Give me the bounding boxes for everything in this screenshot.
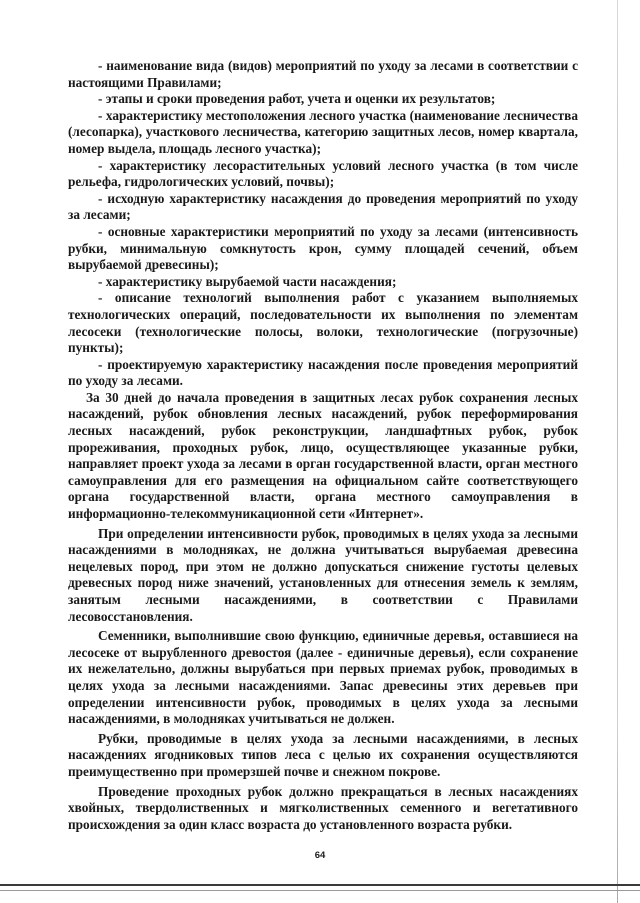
- scan-edge-bottom-shadow: [0, 890, 640, 891]
- paragraph: За 30 дней до начала проведения в защитных лесах рубок сохранения лесных насаждений, рубок обновления лесных насаждений, рубок переформирования лесных насаждений, рубок реконструкции, ландшафтных рубок, рубок прореживания, проходных рубок, лицо, осуществляющее указанные рубки, направляет проект ухода за лесами в орган государственной власти, орган местного самоуправления для его размещения на официальном сайте соответствующего органа государственной власти, органа местного самоуправления в информационно-телекоммуникационной сети «Интернет».: [68, 389, 578, 522]
- list-item: - характеристику лесорастительных условий лесного участка (в том числе рельефа, гидрологических условий, почвы);: [68, 157, 578, 190]
- document-body: [68, 58, 578, 833]
- paragraph: Рубки, проводимые в целях ухода за лесными насаждениями, в лесных насаждениях ягодниковых типов леса с целью их сохранения осуществляются преимущественно при промерзшей почве и снежном покрове.: [68, 730, 578, 779]
- scan-edge-bottom: [0, 884, 640, 886]
- paragraph: Проведение проходных рубок должно прекращаться в лесных насаждениях хвойных, твердолиственных и мягколиственных семенного и вегетативного происхождения за один класс возраста до установленного возраста рубки.: [68, 783, 578, 832]
- page-number: 64: [314, 850, 326, 861]
- list-item: - характеристику местоположения лесного участка (наименование лесничества (лесопарка), участкового лесничества, категорию защитных лесов, номер квартала, номер выдела, площадь лесного участка);: [68, 107, 578, 156]
- list-item: - этапы и сроки проведения работ, учета и оценки их результатов;: [98, 91, 496, 107]
- list-item: - основные характеристики мероприятий по уходу за лесами (интенсивность рубки, минимальную сомкнутость крон, сумму площадей сечений, объем вырубаемой древесины);: [68, 223, 578, 273]
- list-item: - характеристику вырубаемой части насаждения;: [98, 273, 397, 289]
- list-item: - исходную характеристику насаждения до проведения мероприятий по уходу за лесами;: [68, 190, 578, 223]
- paragraph: При определении интенсивности рубок, проводимых в целях ухода за лесными насаждениями в молодняках, не должна учитываться вырубаемая древесина нецелевых пород, при этом не должно допускаться снижение густоты целевых древесных пород ниже значений, установленных для отнесения земель к землям, занятым лесными насаждениями, в соответствии с Правилами лесовосстановления.: [68, 525, 578, 624]
- paragraph: Семенники, выполнившие свою функцию, единичные деревья, оставшиеся на лесосеке от вырубленного древостоя (далее - единичные деревья), если сохранение их нежелательно, должны вырубаться при первых приемах рубок, проводимых в целях ухода за лесными насаждениями. Запас древесины этих деревьев при определении интенсивности рубок, проводимых в целях ухода за лесными насаждениями, в молодняках учитываться не должен.: [68, 628, 578, 727]
- list-item: - описание технологий выполнения работ с указанием выполняемых технологических операций, последовательности их выполнения по элементам лесосеки (технологические полосы, волоки, технологические (погрузочные) пункты);: [68, 290, 578, 356]
- scan-edge-right: [617, 0, 618, 903]
- list-item: - наименование вида (видов) мероприятий по уходу за лесами в соответствии с настоящими Правилами;: [68, 58, 578, 90]
- list-item: - проектируемую характеристику насаждения после проведения мероприятий по уходу за лесами.: [68, 356, 578, 389]
